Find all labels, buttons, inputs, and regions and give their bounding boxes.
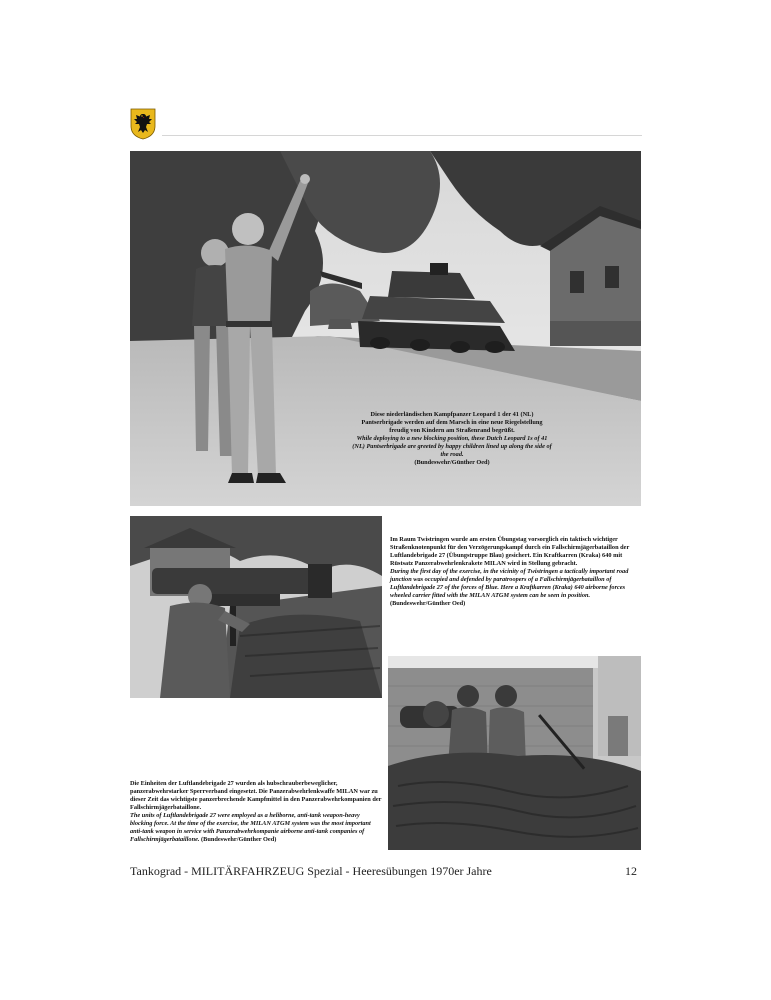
right-caption-german: Im Raum Twistringen wurde am ersten Übungstag vorsorglich ein taktisch wichtiger Straßenknotenpunkt für den Verzögerungskampf durch ein Fallschirmjägerbataillon der Luftlandebrigade 27 (Übungstruppe Blau) gesichert. Ein Kraftkarren (Kraka) 640 mit Rüstsatz Panzerabwehrlenkrakete MILAN wird in Stellung gebracht. (390, 536, 630, 567)
kraka-milan-crew-photo (388, 656, 641, 850)
main-caption-english: While deploying to a new blocking position, these Dutch Leopard 1s of 41 (NL) Pantserbrigade are greeted by happy children lined up along the side of the road. (352, 435, 552, 458)
right-caption-english: During the first day of the exercise, in the vicinity of Twistringen a tactically important road junction was occupied and defended by paratroopers of a Fallschirmjägerbataillon of Luftlandebrigade 27 of the forces of Blue. Here a Kraftkarren (Kraka) 640 airborne forces wheeled carrier fitted with the MILAN ATGM system can be seen in position. (390, 568, 629, 599)
left-photo-caption (130, 780, 382, 844)
left-caption-german: Die Einheiten der Luftlandebrigade 27 wurden als hubschrauberbeweglicher, panzerabwehrstarker Sperrverband eingesetzt. Die Panzerabwehrlenkwaffe MILAN war zu dieser Zeit das wichtigste panzerbrechende Kampfmittel in den Panzerabwehrkompanien der Fallschirmjägerbataillone. (130, 780, 382, 811)
footer-title: Tankograd - MILITÄRFAHRZEUG Spezial - Heeresübungen 1970er Jahre (130, 864, 492, 878)
main-caption-credit: (Bundeswehr/Günther Oed) (414, 459, 490, 466)
main-caption-german: Diese niederländischen Kampfpanzer Leopard 1 der 41 (NL) Pantserbrigade werden auf dem Marsch in eine neue Riegelstellung freudig von Kindern am Straßenrand begrüßt. (361, 411, 543, 434)
left-caption-english: The units of Luftlandebrigade 27 were employed as a heliborne, anti-tank weapon-heavy blocking force. At the time of the exercise, the MILAN ATGM system was the most important anti-tank weapon in service with Panzerabwehrkompanie airborne anti-tank companies of Fallschirmjägerbataillone. (130, 812, 371, 843)
left-caption-credit: (Bundeswehr/Günther Oed) (201, 836, 277, 843)
milan-atgm-soldier-photo (130, 516, 382, 698)
german-eagle-crest-icon (130, 108, 156, 140)
page-number: 12 (625, 864, 637, 878)
main-photo-caption (352, 411, 552, 467)
header-rule (162, 135, 642, 136)
right-photo-caption (390, 536, 642, 608)
right-caption-credit: (Bundeswehr/Günther Oed) (390, 600, 466, 607)
